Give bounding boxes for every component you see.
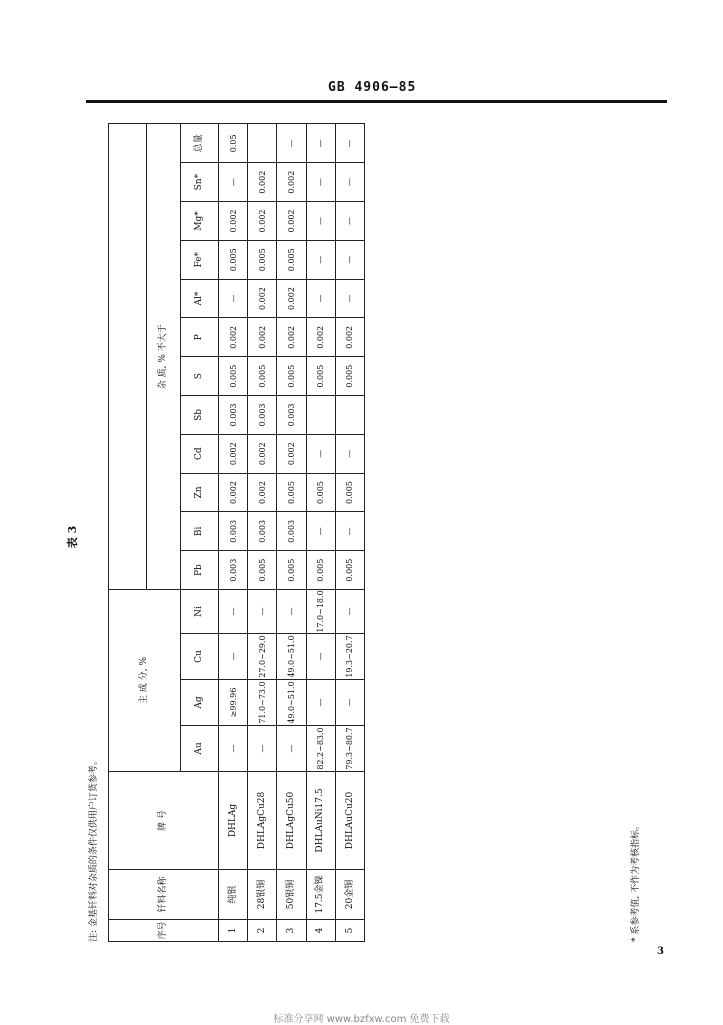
value-cell: — (335, 163, 364, 202)
header-element: Cd (181, 434, 219, 473)
value-cell: 0.002 (219, 202, 248, 241)
header-impurity: 杂 质, % 不大于 (147, 124, 181, 590)
table-row (306, 124, 335, 942)
value-cell: — (335, 434, 364, 473)
value-cell: 0.005 (277, 240, 306, 279)
header-element: Al* (181, 279, 219, 318)
value-cell: 0.002 (277, 163, 306, 202)
header-element: Ni (181, 590, 219, 634)
standard-number: GB 4906—85 (328, 80, 417, 95)
table-row (248, 124, 277, 942)
value-cell: 0.002 (248, 202, 277, 241)
value-cell: 0.005 (335, 357, 364, 396)
row-number: 1 (219, 920, 248, 942)
value-cell: 79.3~80.7 (335, 726, 364, 772)
value-cell: — (248, 590, 277, 634)
value-cell: 0.005 (248, 357, 277, 396)
header-element: Au (181, 726, 219, 772)
value-cell: 49.0~51.0 (277, 634, 306, 680)
value-cell: 0.005 (248, 551, 277, 590)
value-cell: 0.005 (306, 357, 335, 396)
value-cell: — (335, 590, 364, 634)
header-element: Fe* (181, 240, 219, 279)
row-name: 17.5金镍 (306, 870, 335, 920)
value-cell: — (306, 163, 335, 202)
header-element: Cu (181, 634, 219, 680)
value-cell: — (219, 163, 248, 202)
header-element: Zn (181, 473, 219, 512)
value-cell: 0.002 (248, 318, 277, 357)
value-cell: 0.002 (219, 473, 248, 512)
value-cell: 0.002 (219, 318, 248, 357)
value-cell: — (335, 680, 364, 726)
value-cell: — (306, 279, 335, 318)
value-cell: — (306, 512, 335, 551)
header-element: Mg* (181, 202, 219, 241)
row-grade: DHLAg (219, 772, 248, 870)
value-cell: — (335, 124, 364, 163)
value-cell: 0.003 (219, 512, 248, 551)
row-number: 3 (277, 920, 306, 942)
value-cell (335, 396, 364, 435)
value-cell: 0.003 (248, 396, 277, 435)
value-cell: — (335, 240, 364, 279)
value-cell: — (306, 124, 335, 163)
value-cell: 0.002 (248, 434, 277, 473)
row-name: 20金铜 (335, 870, 364, 920)
value-cell: — (306, 680, 335, 726)
value-cell: — (219, 279, 248, 318)
table-row (335, 124, 364, 942)
composition-table (108, 123, 365, 942)
table-note: 注: 金基钎料对杂质的条件仅供用户订货参考。 (89, 756, 99, 942)
header-element: 总量 (181, 124, 219, 163)
row-grade: DHLAgCu50 (277, 772, 306, 870)
table-row (277, 124, 306, 942)
value-cell: 0.002 (277, 202, 306, 241)
value-cell: — (306, 240, 335, 279)
value-cell: — (306, 202, 335, 241)
value-cell: 0.005 (248, 240, 277, 279)
value-cell: 0.005 (335, 473, 364, 512)
value-cell (306, 396, 335, 435)
header-element: P (181, 318, 219, 357)
header-element: Bi (181, 512, 219, 551)
value-cell: ≥99.96 (219, 680, 248, 726)
row-grade: DHLAuCu20 (335, 772, 364, 870)
value-cell: 0.003 (277, 396, 306, 435)
value-cell: 82.2~83.0 (306, 726, 335, 772)
value-cell: 0.002 (306, 318, 335, 357)
page-number: 3 (657, 946, 664, 957)
header-element: Ag (181, 680, 219, 726)
header-rule (86, 100, 667, 103)
value-cell: — (277, 590, 306, 634)
value-cell: — (248, 726, 277, 772)
value-cell: — (219, 726, 248, 772)
value-cell (248, 124, 277, 163)
value-cell: 0.005 (219, 357, 248, 396)
value-cell: 0.003 (219, 396, 248, 435)
header-impurity-group (109, 124, 147, 590)
value-cell: 71.0~73.0 (248, 680, 277, 726)
value-cell: 49.0~51.0 (277, 680, 306, 726)
value-cell: 19.3~20.7 (335, 634, 364, 680)
value-cell: 0.003 (248, 512, 277, 551)
row-grade: DHLAgCu28 (248, 772, 277, 870)
value-cell: 0.002 (277, 434, 306, 473)
value-cell: 0.002 (277, 279, 306, 318)
value-cell: 0.05 (219, 124, 248, 163)
value-cell: 0.003 (219, 551, 248, 590)
value-cell: — (277, 726, 306, 772)
value-cell: 0.002 (248, 473, 277, 512)
header-element: Sb (181, 396, 219, 435)
row-number: 5 (335, 920, 364, 942)
value-cell: 27.0~29.0 (248, 634, 277, 680)
value-cell: — (306, 634, 335, 680)
value-cell: — (277, 124, 306, 163)
header-grade: 牌 号 (109, 772, 219, 870)
value-cell: 0.005 (306, 551, 335, 590)
table-footnote: * 系参考值, 不作为考核指标。 (631, 820, 641, 942)
row-grade: DHLAuNi17.5 (306, 772, 335, 870)
value-cell: 0.005 (306, 473, 335, 512)
rotated-table-block (66, 124, 641, 942)
value-cell: — (219, 634, 248, 680)
value-cell: 0.005 (277, 473, 306, 512)
value-cell: 0.002 (248, 163, 277, 202)
header-no: 序号 (109, 920, 219, 942)
value-cell: 0.002 (248, 279, 277, 318)
footer-watermark: 标准分享网 www.bzfxw.com 免费下载 (273, 1014, 450, 1025)
header-element: S (181, 357, 219, 396)
value-cell: 0.005 (219, 240, 248, 279)
table-row (219, 124, 248, 942)
table-caption: 表 3 (66, 525, 79, 549)
value-cell: — (335, 279, 364, 318)
value-cell: 0.002 (219, 434, 248, 473)
value-cell: — (219, 590, 248, 634)
value-cell: 17.0~18.0 (306, 590, 335, 634)
row-number: 4 (306, 920, 335, 942)
header-element: Sn* (181, 163, 219, 202)
row-name: 纯银 (219, 870, 248, 920)
header-main-composition: 主 成 分, % (109, 590, 181, 772)
value-cell: 0.002 (335, 318, 364, 357)
value-cell: 0.003 (277, 512, 306, 551)
row-number: 2 (248, 920, 277, 942)
value-cell: — (335, 512, 364, 551)
row-name: 50银铜 (277, 870, 306, 920)
header-element: Pb (181, 551, 219, 590)
value-cell: 0.002 (277, 318, 306, 357)
value-cell: — (335, 202, 364, 241)
header-name: 钎料名称 (109, 870, 219, 920)
value-cell: 0.005 (335, 551, 364, 590)
value-cell: 0.005 (277, 357, 306, 396)
value-cell: — (306, 434, 335, 473)
value-cell: 0.005 (277, 551, 306, 590)
row-name: 28银铜 (248, 870, 277, 920)
